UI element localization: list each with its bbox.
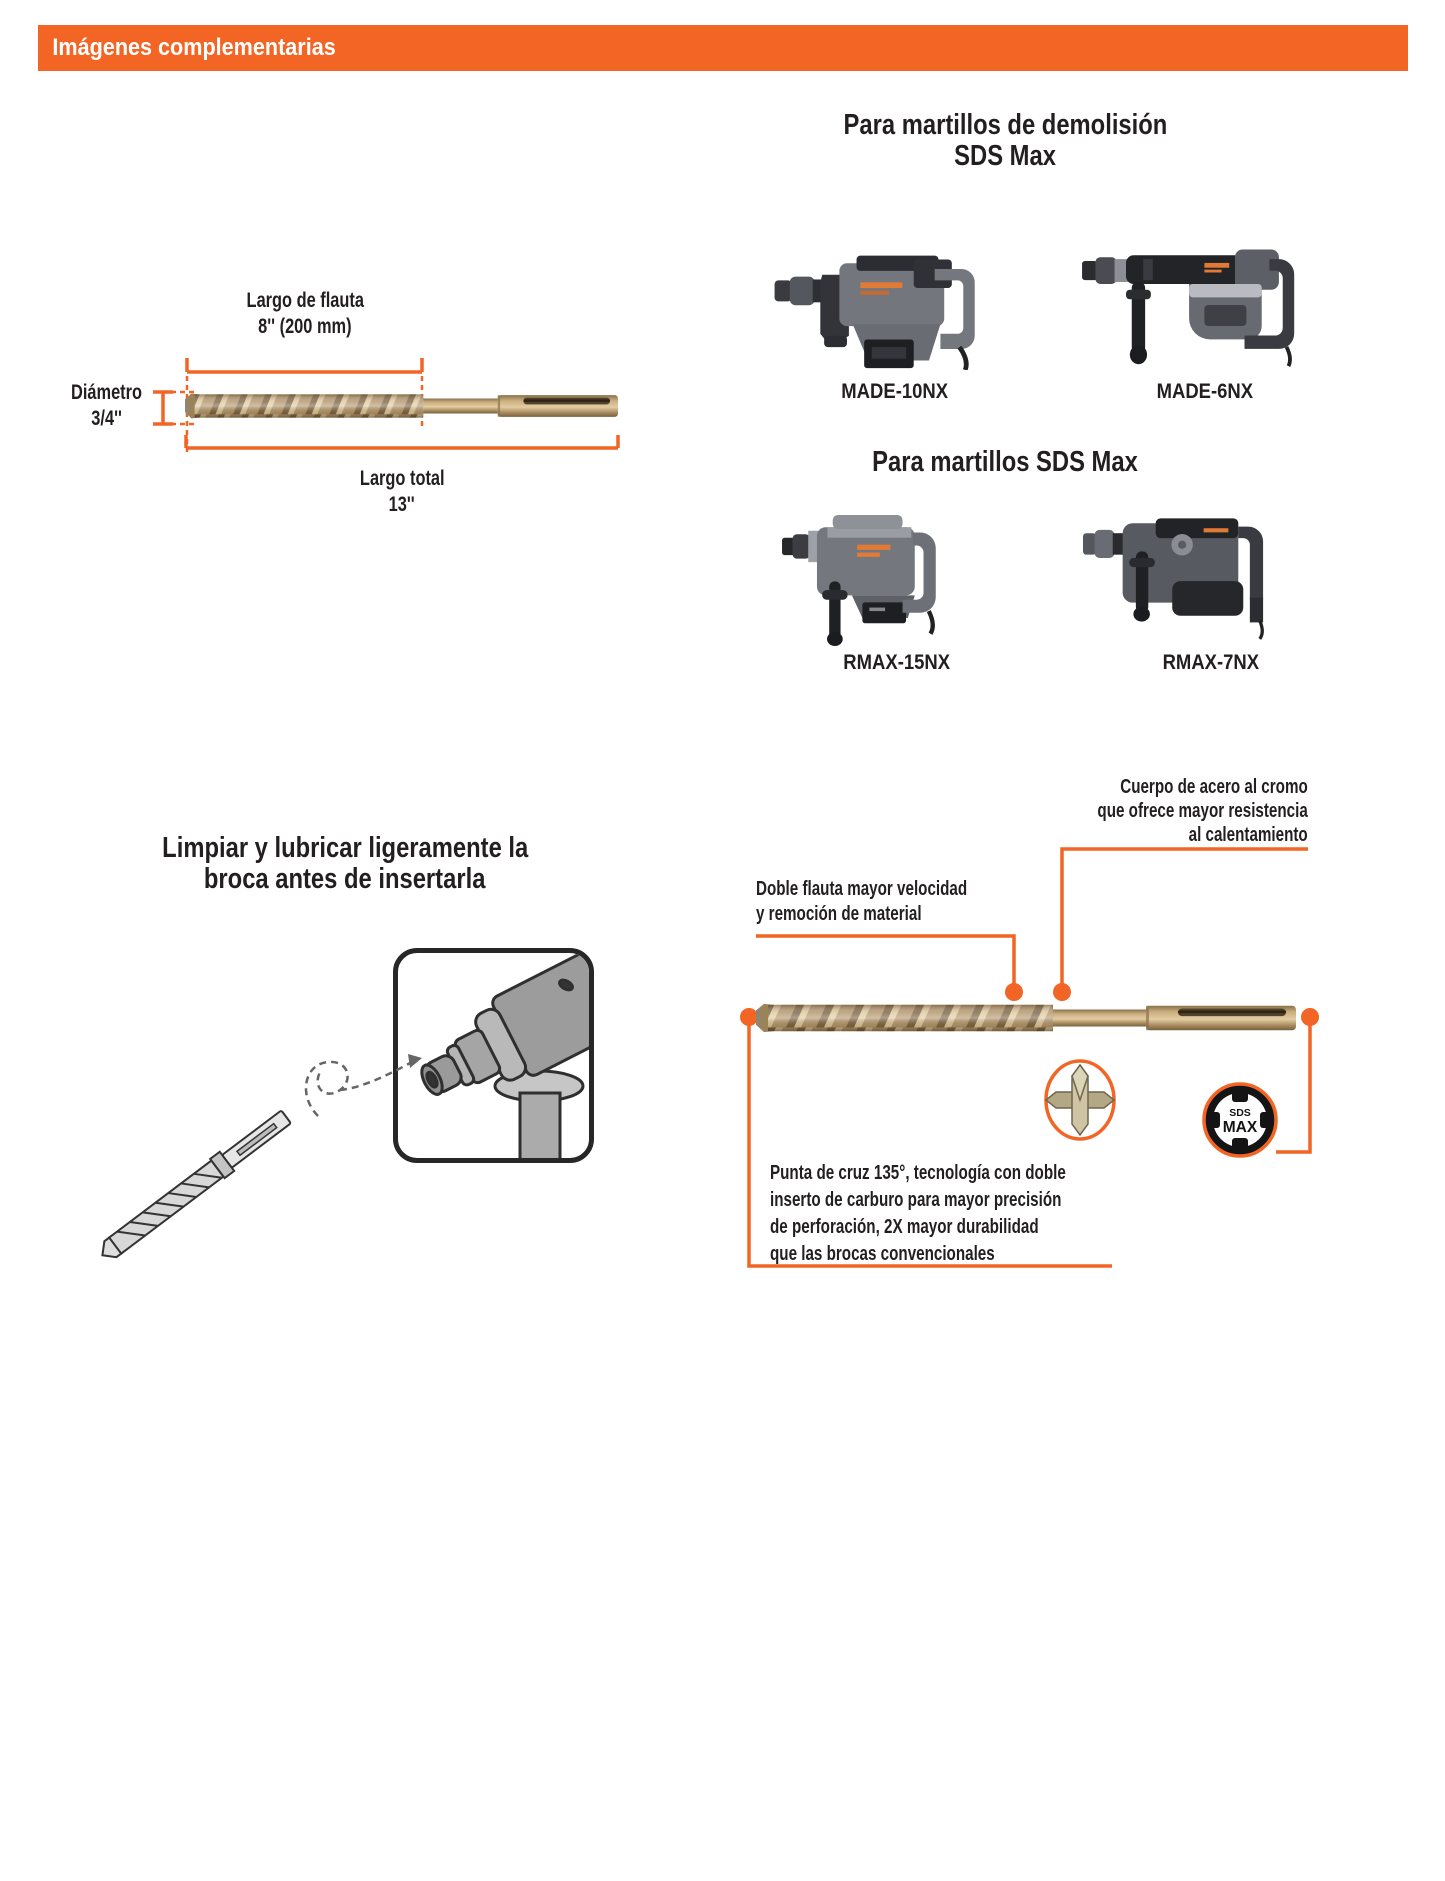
hammer-made-6nx-image — [1082, 240, 1300, 369]
model-label-rmax-15nx: RMAX-15NX — [843, 651, 951, 674]
diameter-label: Diámetro 3/4'' — [71, 381, 143, 430]
callout-dot — [1053, 983, 1071, 1001]
model-label-rmax-7nx: RMAX-7NX — [1162, 651, 1260, 674]
hammer-rmax-15nx-image — [772, 508, 965, 646]
bit-insertion-illustration — [60, 1020, 460, 1282]
cross-tip-icon — [1046, 1061, 1114, 1139]
model-label-made-6nx: MADE-6NX — [1156, 380, 1254, 403]
badge-text-max: MAX — [1222, 1119, 1258, 1136]
drill-bit-dimension-image — [185, 391, 618, 421]
demolition-hammers-heading: Para martillos de demolisión SDS Max — [843, 109, 1167, 172]
flute-length-label: Largo de flauta 8'' (200 mm) — [246, 289, 364, 338]
section-header-bar — [38, 25, 1408, 71]
hammer-made-10nx-image — [770, 248, 985, 370]
callout-dot — [1301, 1008, 1319, 1026]
drill-bit-feature-image — [756, 1001, 1296, 1035]
arrowhead-icon — [408, 1054, 422, 1068]
badge-text-sds: SDS — [1229, 1107, 1251, 1119]
rotary-hammers-heading: Para martillos SDS Max — [872, 446, 1138, 478]
callout-double-flute: Doble flauta mayor velocidad y remoción de material — [756, 878, 968, 925]
sds-max-badge-icon — [1204, 1084, 1276, 1156]
callout-cross-tip: Punta de cruz 135°, tecnología con doble inserto de carburo para mayor precisión de perforación, 2X mayor durabilidad que las brocas convencionales — [770, 1162, 1066, 1265]
hammer-rmax-7nx-image — [1083, 503, 1273, 646]
model-label-made-10nx: MADE-10NX — [841, 380, 949, 403]
callout-dot — [1005, 983, 1023, 1001]
cleaning-instruction-heading: Limpiar y lubricar ligeramente la broca antes de insertarla — [161, 832, 529, 895]
callout-steel-body: Cuerpo de acero al cromo que ofrece mayor resistencia al calentamiento — [1097, 776, 1308, 846]
page-title: Imágenes complementarias — [52, 34, 336, 61]
total-length-label: Largo total 13'' — [359, 467, 445, 516]
